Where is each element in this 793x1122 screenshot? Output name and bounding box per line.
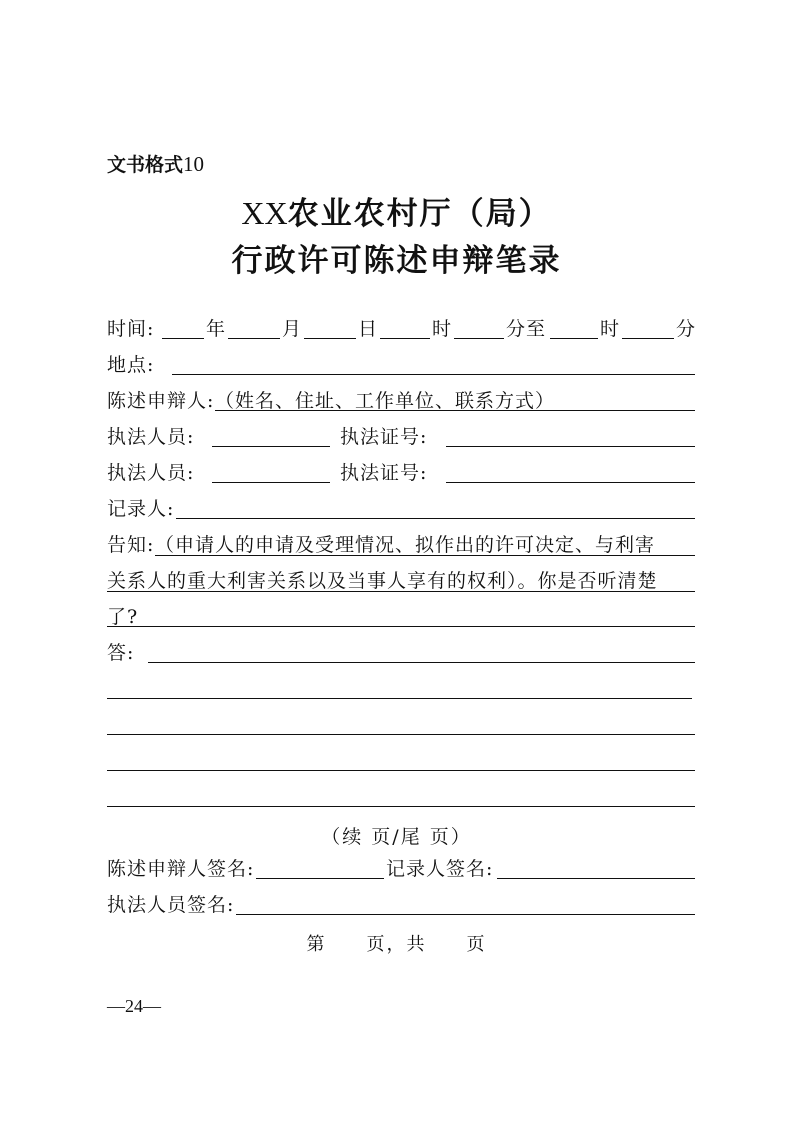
- pagination: 第 页，共 页: [306, 934, 487, 955]
- document-title-line2: 行政许可陈述申辩笔录: [231, 243, 562, 279]
- notice-underline: [107, 626, 695, 627]
- officer-label: 执法人员:: [107, 462, 195, 484]
- hour-field[interactable]: [380, 338, 430, 339]
- officer-label: 执法人员:: [107, 426, 195, 448]
- notice-label: 告知:: [107, 534, 155, 556]
- cert-field[interactable]: [446, 446, 695, 447]
- cert-label: 执法证号:: [340, 462, 428, 484]
- doc-format-text: 文书格式: [107, 154, 184, 176]
- page-number: —24—: [107, 996, 161, 1016]
- answer-line[interactable]: [107, 770, 695, 771]
- month-field[interactable]: [228, 338, 280, 339]
- notice-underline: [107, 591, 695, 592]
- statement-person-signature-label: 陈述申辩人签名:: [107, 858, 255, 880]
- place-field[interactable]: [172, 374, 695, 375]
- cert-field[interactable]: [446, 482, 695, 483]
- statement-person-field[interactable]: [215, 410, 695, 411]
- title-prefix: XX: [241, 195, 288, 231]
- notice-line2: 关系人的重大利害关系以及当事人享有的权利）。你是否听清楚: [107, 570, 658, 592]
- notice-underline: [155, 555, 695, 556]
- officer-signature-label: 执法人员签名:: [107, 894, 235, 916]
- end-minute-field[interactable]: [622, 338, 674, 339]
- title-line1-text: 农业农村厅（局）: [287, 196, 552, 232]
- month-label: 月: [282, 318, 303, 340]
- officer-signature-field[interactable]: [236, 914, 695, 915]
- recorder-signature-field[interactable]: [497, 878, 695, 879]
- end-hour-field[interactable]: [550, 338, 598, 339]
- officer-field[interactable]: [212, 446, 330, 447]
- answer-line[interactable]: [107, 734, 695, 735]
- recorder-signature-label: 记录人签名:: [386, 858, 494, 880]
- hour-label: 时: [432, 318, 453, 340]
- answer-label: 答:: [107, 642, 135, 664]
- year-field[interactable]: [162, 338, 204, 339]
- end-hour-label: 时: [600, 318, 621, 340]
- document-title-line1: [0, 188, 793, 233]
- time-label: 时间:: [107, 318, 155, 340]
- statement-person-hint: （姓名、住址、工作单位、联系方式）: [215, 390, 556, 412]
- doc-format-number: 10: [183, 152, 205, 176]
- notice-line3: 了?: [107, 606, 139, 628]
- minute-field[interactable]: [454, 338, 504, 339]
- place-label: 地点:: [107, 354, 155, 376]
- year-label: 年: [206, 318, 227, 340]
- answer-field[interactable]: [148, 662, 695, 663]
- notice-line1: （申请人的申请及受理情况、拟作出的许可决定、与利害: [155, 534, 656, 556]
- doc-format-label: [107, 150, 204, 177]
- statement-person-label: 陈述申辩人:: [107, 390, 215, 412]
- recorder-field[interactable]: [176, 518, 695, 519]
- recorder-label: 记录人:: [107, 498, 175, 520]
- answer-line[interactable]: [107, 806, 695, 807]
- answer-line[interactable]: [107, 698, 692, 699]
- officer-field[interactable]: [212, 482, 330, 483]
- day-field[interactable]: [304, 338, 356, 339]
- minute-to-label: 分至: [506, 318, 547, 340]
- continuation-note: （续 页/尾 页）: [321, 826, 472, 848]
- cert-label: 执法证号:: [340, 426, 428, 448]
- end-minute-label: 分: [676, 318, 697, 340]
- day-label: 日: [358, 318, 379, 340]
- statement-person-signature-field[interactable]: [256, 878, 384, 879]
